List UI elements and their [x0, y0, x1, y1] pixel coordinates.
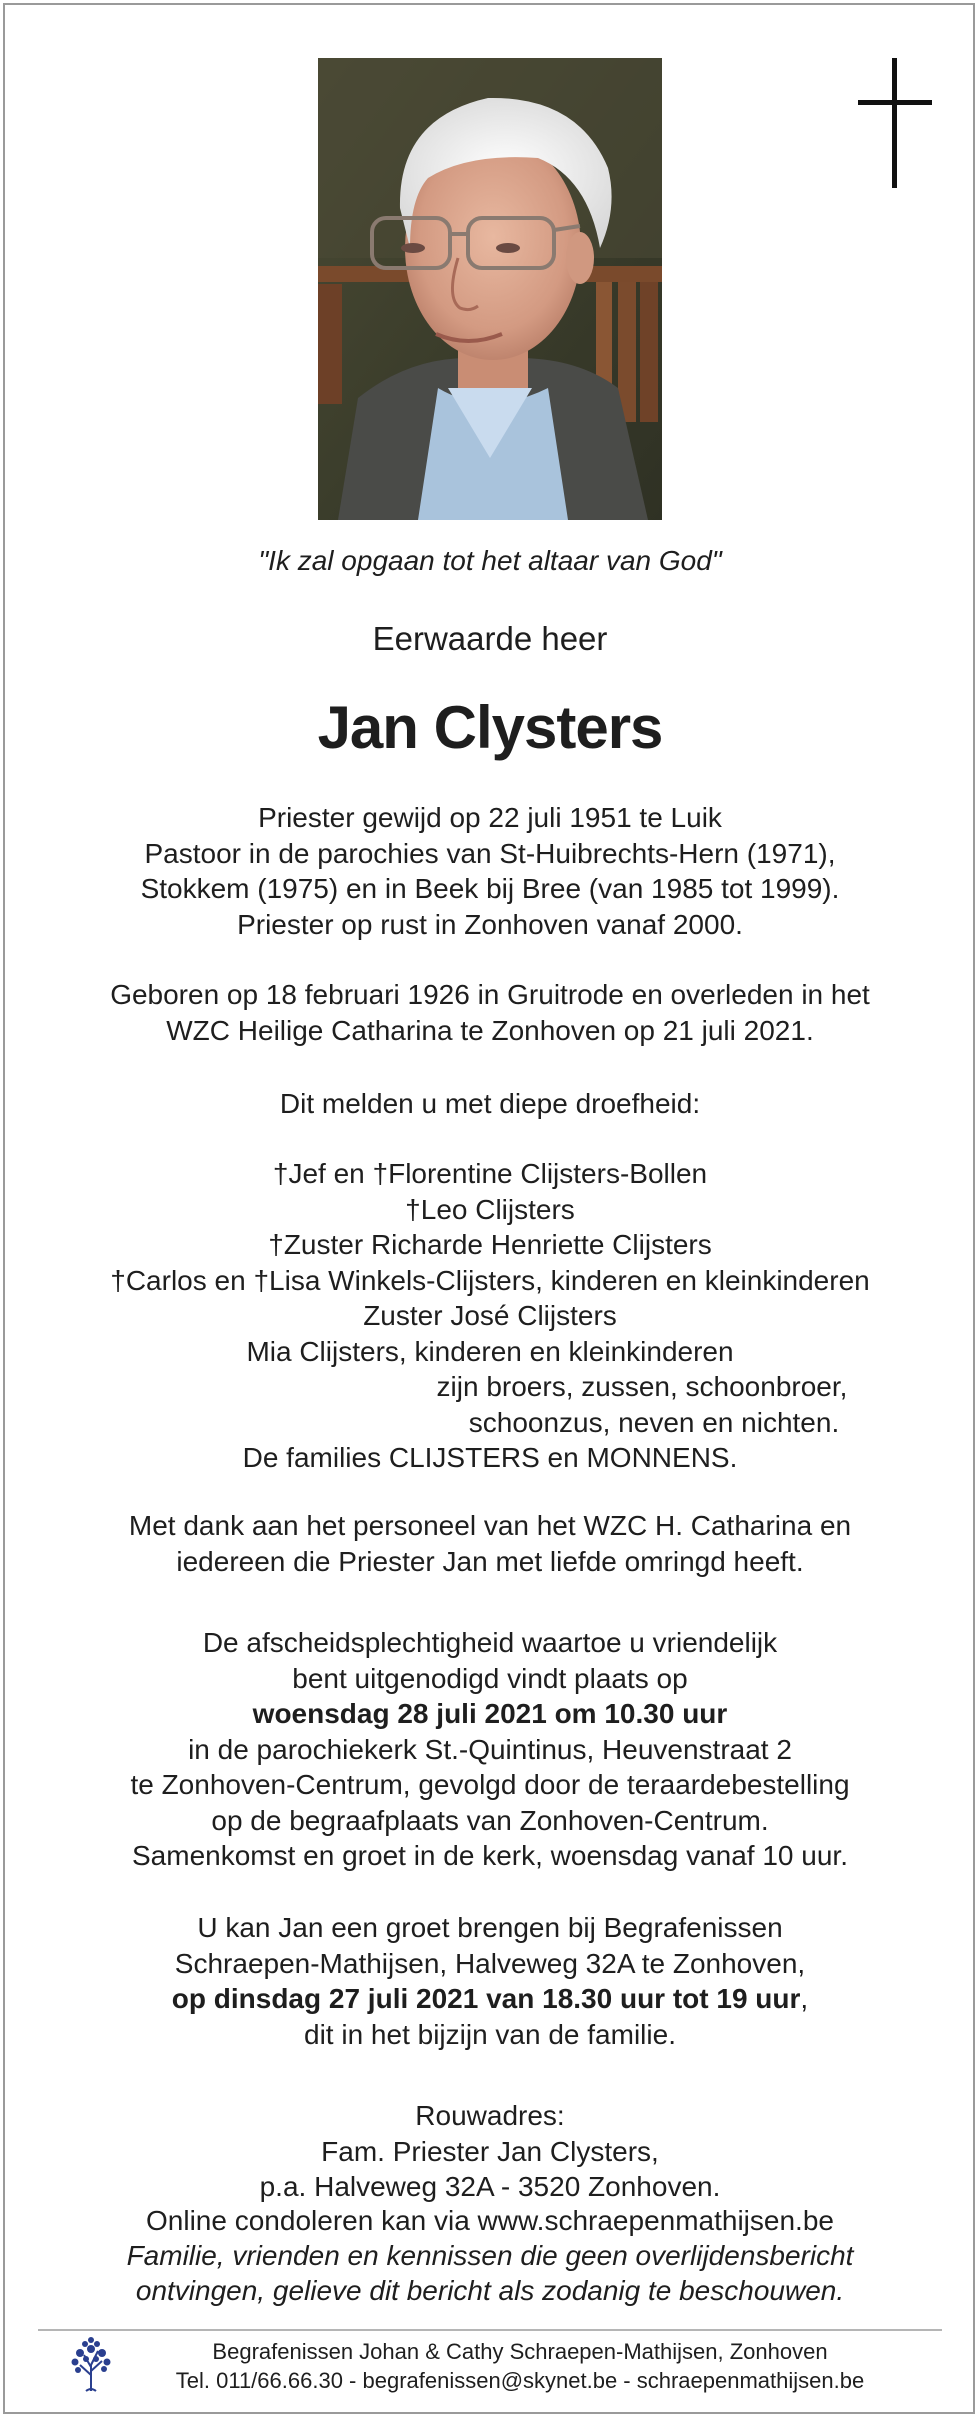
visitation-time: op dinsdag 27 juli 2021 van 18.30 uur tot 19 uur [171, 1983, 801, 2014]
address-line: Fam. Priester Jan Clysters, [321, 2135, 659, 2167]
birth-death-line: Geboren op 18 februari 1926 in Gruitrode en overleden in het [110, 979, 870, 1010]
biography [0, 800, 980, 942]
address-line: p.a. Halveweg 32A - 3520 Zonhoven. [259, 2171, 721, 2202]
family-line: Zuster José Clijsters [363, 1300, 617, 1331]
footer-divider [38, 2329, 942, 2331]
family-line: †Leo Clijsters [405, 1193, 575, 1225]
portrait-photo [318, 58, 662, 520]
address-label: Rouwadres: [415, 2100, 565, 2131]
portrait-image [318, 58, 662, 520]
biography-line: Priester gewijd op 22 juli 1951 te Luik [258, 802, 722, 833]
family-line: schoonzus, neven en nichten. [468, 1406, 840, 1438]
ceremony-date: woensdag 28 juli 2021 om 10.30 uur [252, 1698, 728, 1729]
family-list [0, 1156, 980, 1476]
visitation-details [0, 1910, 980, 2052]
birth-death-line: WZC Heilige Catharina te Zonhoven op 21 juli 2021. [166, 1014, 814, 1046]
ceremony-line: op de begraafplaats van Zonhoven-Centrum. [211, 1804, 769, 1836]
visitation-line: dit in het bijzijn van de familie. [304, 2018, 676, 2050]
birth-death-notice [0, 977, 980, 1048]
scripture-quote: "Ik zal opgaan tot het altaar van God" [258, 545, 722, 576]
cross-icon [858, 58, 932, 193]
condolence-info [0, 2203, 980, 2308]
visitation-time-suffix: , [800, 1983, 809, 2014]
thanks-line: iedereen die Priester Jan met liefde omringd heeft. [176, 1545, 804, 1577]
family-line: De families CLIJSTERS en MONNENS. [242, 1442, 738, 1473]
ceremony-line: De afscheidsplechtigheid waartoe u vriendelijk [202, 1627, 778, 1658]
funeral-home-info [130, 2337, 910, 2395]
ceremony-line: te Zonhoven-Centrum, gevolgd door de teraardebestelling [130, 1769, 850, 1800]
visitation-line: U kan Jan een groet brengen bij Begrafenissen [197, 1912, 783, 1943]
announcement-intro [0, 1086, 980, 1122]
family-line: †Jef en †Florentine Clijsters-Bollen [272, 1158, 708, 1189]
ceremony-line: Samenkomst en groet in de kerk, woensdag vanaf 10 uur. [132, 1840, 848, 1871]
notice-line: Familie, vrienden en kennissen die geen overlijdensbericht [126, 2240, 854, 2271]
online-condolence-link[interactable]: Online condoleren kan via www.schraepenmathijsen.be [146, 2205, 834, 2236]
biography-line: Priester op rust in Zonhoven vanaf 2000. [237, 908, 743, 940]
notice-line: ontvingen, gelieve dit bericht als zodanig te beschouwen. [135, 2275, 845, 2306]
thanks-line: Met dank aan het personeel van het WZC H. Catharina en [128, 1510, 852, 1541]
visitation-line: Schraepen-Mathijsen, Halveweg 32A te Zonhoven, [174, 1947, 806, 1979]
family-line: †Zuster Richarde Henriette Clijsters [268, 1229, 712, 1260]
family-line: †Carlos en †Lisa Winkels-Clijsters, kinderen en kleinkinderen [110, 1264, 870, 1296]
honorific-title: Eerwaarde heer [372, 620, 608, 657]
thanks-note [0, 1508, 980, 1579]
mourning-address [0, 2098, 980, 2205]
ceremony-line: bent uitgenodigd vindt plaats op [292, 1662, 688, 1694]
deceased-name: Jan Clysters [317, 694, 663, 761]
funeral-home-contact: Tel. 011/66.66.30 - begrafenissen@skynet.be - schraepenmathijsen.be [175, 2368, 865, 2393]
visitation-time-line [0, 1981, 980, 2017]
family-line: Mia Clijsters, kinderen en kleinkinderen [246, 1335, 734, 1367]
funeral-home-name: Begrafenissen Johan & Cathy Schraepen-Mathijsen, Zonhoven [212, 2339, 828, 2364]
announcement-intro-text: Dit melden u met diepe droefheid: [279, 1088, 701, 1119]
ceremony-details [0, 1625, 980, 1874]
biography-line: Pastoor in de parochies van St-Huibrechts-Hern (1971), [144, 837, 836, 869]
tree-logo-icon [66, 2335, 116, 2398]
ceremony-line: in de parochiekerk St.-Quintinus, Heuvenstraat 2 [188, 1733, 792, 1765]
biography-line: Stokkem (1975) en in Beek bij Bree (van 1985 tot 1999). [140, 873, 840, 904]
family-line: zijn broers, zussen, schoonbroer, [436, 1371, 848, 1402]
